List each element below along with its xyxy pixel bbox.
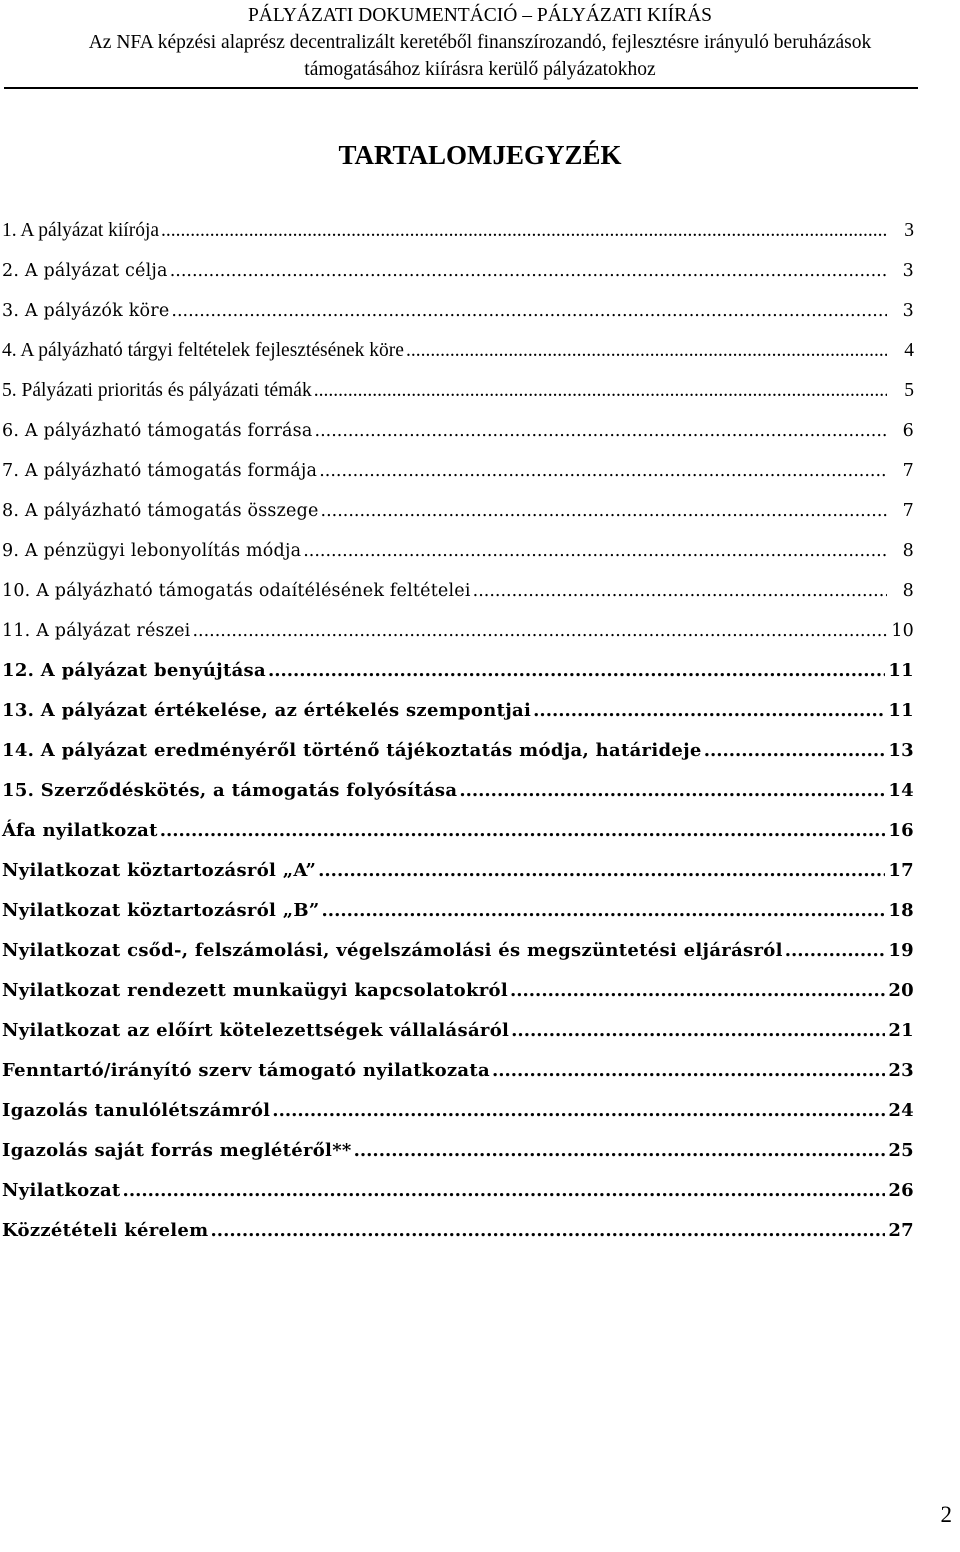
toc-entry-label: Nyilatkozat köztartozásról „A” [2, 860, 317, 881]
toc-entry-page: 24 [888, 1100, 914, 1121]
header-line-2: Az NFA képzési alaprész decentralizált keretéből finanszírozandó, fejlesztésre irányuló beruházások [88, 32, 872, 53]
toc-entry[interactable] [2, 933, 914, 973]
dot-leader [303, 533, 887, 569]
dot-leader [319, 453, 887, 489]
toc-entry-label: Nyilatkozat köztartozásról „B” [2, 900, 320, 921]
toc-entry[interactable] [2, 1013, 914, 1053]
toc-entry-label: Igazolás saját forrás meglétéről** [2, 1140, 352, 1161]
toc-entry-page: 7 [902, 501, 914, 521]
toc-entry[interactable] [2, 373, 914, 413]
toc-entry-page: 14 [888, 780, 914, 801]
toc-entry-page: 8 [902, 581, 914, 601]
dot-leader [785, 933, 886, 969]
toc-entry[interactable] [2, 773, 914, 813]
toc-entry-label: Áfa nyilatkozat [2, 820, 158, 841]
toc-entry-label: Nyilatkozat csőd-, felszámolási, végelszámolási és megszüntetési eljárásról [2, 940, 783, 961]
toc-entry-label: 7. A pályázható támogatás formája [2, 461, 318, 481]
header-line-1: PÁLYÁZATI DOKUMENTÁCIÓ – PÁLYÁZATI KIÍRÁS [247, 5, 713, 26]
toc-title: TARTALOMJEGYZÉK [338, 140, 622, 170]
dot-leader [354, 1133, 886, 1169]
document-header [0, 2, 960, 83]
toc-entry-page: 6 [902, 421, 914, 441]
toc-entry-page: 17 [888, 860, 914, 881]
toc-entry-label: 5. Pályázati prioritás és pályázati témák [2, 380, 312, 401]
toc-entry-label: 14. A pályázat eredményéről történő tájékoztatás módja, határideje [2, 740, 702, 761]
toc-entry-page: 19 [888, 940, 914, 961]
toc-entry-page: 7 [902, 461, 914, 481]
dot-leader [704, 733, 886, 769]
toc-entry-label: 2. A pályázat célja [2, 261, 168, 281]
toc-entry[interactable] [2, 253, 914, 293]
header-divider [4, 87, 918, 89]
dot-leader [492, 1053, 885, 1089]
toc-entry[interactable] [2, 853, 914, 893]
page-number: 2 [940, 1502, 952, 1527]
toc-entry-label: 1. A pályázat kiírója [2, 220, 160, 241]
toc-entry-page: 8 [902, 541, 914, 561]
toc-entry-label: 10. A pályázható támogatás odaítélésének feltételei [2, 581, 471, 601]
toc-entry-page: 3 [902, 261, 914, 281]
dot-leader [322, 893, 886, 929]
dot-leader [459, 773, 885, 809]
toc-entry-label: Nyilatkozat rendezett munkaügyi kapcsolatokról [2, 980, 508, 1001]
dot-leader [473, 573, 887, 609]
toc-entry[interactable] [2, 573, 914, 613]
dot-leader [211, 1213, 886, 1249]
dot-leader [268, 653, 885, 689]
toc-entry[interactable] [2, 1053, 914, 1093]
toc-entry-page: 25 [888, 1140, 914, 1161]
toc-entry-label: 13. A pályázat értékelése, az értékelés szempontjai [2, 700, 532, 721]
toc-entry-label: Nyilatkozat [2, 1180, 121, 1201]
dot-leader [161, 213, 887, 249]
toc-entry-page: 21 [888, 1020, 914, 1041]
toc-entry[interactable] [2, 613, 914, 653]
toc-entry-page: 18 [888, 900, 914, 921]
toc-entry-label: 8. A pályázható támogatás összege [2, 501, 319, 521]
toc-entry[interactable] [2, 1213, 914, 1253]
toc-entry-label: 3. A pályázók köre [2, 301, 170, 321]
toc-entry-page: 26 [888, 1180, 914, 1201]
dot-leader [272, 1093, 885, 1129]
header-line-3: támogatásához kiírásra kerülő pályázatokhoz [304, 59, 656, 80]
toc-entry-label: 9. A pénzügyi lebonyolítás módja [2, 541, 302, 561]
toc-entry-page: 3 [902, 301, 914, 321]
toc-entry[interactable] [2, 893, 914, 933]
dot-leader [315, 413, 887, 449]
toc-entry[interactable] [2, 533, 914, 573]
dot-leader [314, 373, 887, 409]
toc-entry-page: 13 [888, 740, 914, 761]
toc-entry[interactable] [2, 653, 914, 693]
toc-entry-label: Közzétételi kérelem [2, 1220, 209, 1241]
dot-leader [170, 253, 887, 289]
toc-entry[interactable] [2, 333, 914, 373]
toc-entry-label: 15. Szerződéskötés, a támogatás folyósítása [2, 780, 458, 801]
toc-entry[interactable] [2, 493, 914, 533]
toc-entry[interactable] [2, 973, 914, 1013]
dot-leader [123, 1173, 886, 1209]
toc-entry[interactable] [2, 413, 914, 453]
toc-entry[interactable] [2, 1133, 914, 1173]
dot-leader [321, 493, 887, 529]
toc-entry[interactable] [2, 813, 914, 853]
table-of-contents [2, 213, 914, 1253]
dot-leader [511, 1013, 885, 1049]
toc-entry-page: 27 [888, 1220, 914, 1241]
toc-entry-page: 16 [888, 820, 914, 841]
dot-leader [318, 853, 885, 889]
toc-entry-label: 12. A pályázat benyújtása [2, 660, 266, 681]
toc-entry[interactable] [2, 733, 914, 773]
toc-entry[interactable] [2, 293, 914, 333]
toc-entry-page: 11 [888, 700, 914, 721]
toc-entry-label: Igazolás tanulólétszámról [2, 1100, 271, 1121]
toc-entry[interactable] [2, 213, 914, 253]
toc-entry-page: 4 [904, 340, 914, 361]
toc-entry-label: 6. A pályázható támogatás forrása [2, 421, 313, 441]
toc-entry-label: 11. A pályázat részei [2, 621, 191, 641]
toc-entry[interactable] [2, 453, 914, 493]
toc-entry-label: Fenntartó/irányító szerv támogató nyilatkozata [2, 1060, 490, 1081]
dot-leader [510, 973, 885, 1009]
toc-entry[interactable] [2, 1173, 914, 1213]
toc-entry-label: Nyilatkozat az előírt kötelezettségek vállalásáról [2, 1020, 510, 1041]
toc-entry-page: 11 [888, 660, 914, 681]
toc-entry[interactable] [2, 693, 914, 733]
dot-leader [192, 613, 887, 649]
dot-leader [533, 693, 885, 729]
toc-entry-page: 23 [888, 1060, 914, 1081]
toc-entry-page: 3 [904, 220, 914, 241]
toc-entry-page: 5 [904, 380, 914, 401]
toc-entry-page: 10 [891, 621, 914, 641]
toc-entry[interactable] [2, 1093, 914, 1133]
toc-entry-page: 20 [888, 980, 914, 1001]
dot-leader [171, 293, 887, 329]
dot-leader [406, 333, 887, 369]
dot-leader [160, 813, 886, 849]
toc-entry-label: 4. A pályázható tárgyi feltételek fejlesztésének köre [2, 340, 404, 361]
